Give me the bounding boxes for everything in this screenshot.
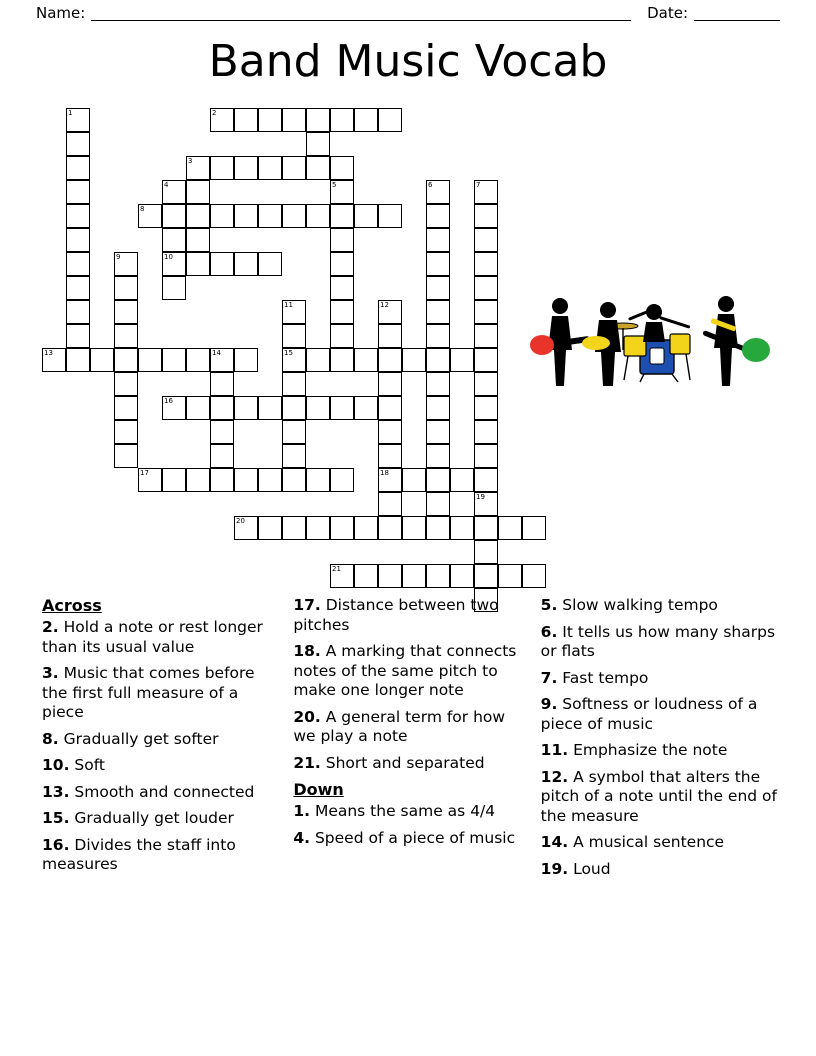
crossword-cell[interactable] <box>282 204 306 228</box>
crossword-cell[interactable] <box>330 228 354 252</box>
crossword-cell[interactable] <box>474 396 498 420</box>
crossword-cell[interactable] <box>162 228 186 252</box>
cell-number: 14 <box>212 349 221 357</box>
cell-number: 20 <box>236 517 245 525</box>
clue-text: Distance between two pitches <box>293 596 499 634</box>
crossword-cell[interactable] <box>378 468 402 492</box>
clue-number: 15. <box>42 809 70 828</box>
crossword-cell[interactable] <box>210 372 234 396</box>
clue-item <box>293 708 520 747</box>
clue-text: A musical sentence <box>573 833 725 852</box>
crossword-cell[interactable] <box>66 204 90 228</box>
crossword-cell[interactable] <box>234 156 258 180</box>
crossword-cell[interactable] <box>426 420 450 444</box>
crossword-cell[interactable] <box>378 420 402 444</box>
clue-item <box>42 836 273 875</box>
crossword-cell[interactable] <box>330 276 354 300</box>
clue-column-2 <box>293 596 520 886</box>
crossword-cell[interactable] <box>474 252 498 276</box>
crossword-cell[interactable] <box>66 252 90 276</box>
cell-number: 19 <box>476 493 485 501</box>
crossword-cell[interactable] <box>282 420 306 444</box>
crossword-grid[interactable] <box>42 108 522 588</box>
crossword-cell[interactable] <box>378 324 402 348</box>
clue-item <box>42 618 273 657</box>
crossword-cell[interactable] <box>426 492 450 516</box>
crossword-cell[interactable] <box>282 396 306 420</box>
crossword-cell[interactable] <box>162 204 186 228</box>
clue-text: Fast tempo <box>562 668 649 687</box>
crossword-cell[interactable] <box>330 348 354 372</box>
clue-item <box>42 664 273 723</box>
crossword-cell[interactable] <box>402 468 426 492</box>
clue-item <box>42 756 273 776</box>
crossword-cell[interactable] <box>354 516 378 540</box>
crossword-cell[interactable] <box>450 468 474 492</box>
clue-text: A marking that connects notes of the same pitch to make one longer note <box>293 642 517 700</box>
page-title: Band Music Vocab <box>208 36 608 87</box>
crossword-cell[interactable] <box>258 252 282 276</box>
cell-number: 13 <box>44 349 53 357</box>
crossword-cell[interactable] <box>210 396 234 420</box>
crossword-cell[interactable] <box>330 468 354 492</box>
crossword-cell[interactable] <box>474 468 498 492</box>
crossword-cell[interactable] <box>378 564 402 588</box>
crossword-cell[interactable] <box>426 444 450 468</box>
crossword-cell[interactable] <box>282 156 306 180</box>
name-write-line[interactable] <box>91 6 631 21</box>
crossword-cell[interactable] <box>354 348 378 372</box>
crossword-cell[interactable] <box>426 468 450 492</box>
crossword-cell[interactable] <box>210 420 234 444</box>
crossword-cell[interactable] <box>402 348 426 372</box>
crossword-cell[interactable] <box>330 180 354 204</box>
clue-text: A symbol that alters the pitch of a note until the end of the measure <box>540 767 778 825</box>
crossword-cell[interactable] <box>306 396 330 420</box>
clue-text: Smooth and connected <box>74 782 255 801</box>
crossword-cell[interactable] <box>378 492 402 516</box>
crossword-cell[interactable] <box>498 564 522 588</box>
crossword-cell[interactable] <box>306 516 330 540</box>
clue-number: 6. <box>540 622 558 641</box>
crossword-cell[interactable] <box>306 156 330 180</box>
crossword-cell[interactable] <box>90 348 114 372</box>
crossword-cell[interactable] <box>522 516 546 540</box>
clue-column-1 <box>42 596 273 886</box>
crossword-cell[interactable] <box>426 300 450 324</box>
crossword-cell[interactable] <box>474 372 498 396</box>
crossword-cell[interactable] <box>162 180 186 204</box>
crossword-cell[interactable] <box>282 300 306 324</box>
crossword-cell[interactable] <box>186 180 210 204</box>
crossword-cell[interactable] <box>474 444 498 468</box>
date-label: Date: <box>647 4 688 22</box>
crossword-cell[interactable] <box>234 348 258 372</box>
crossword-cell[interactable] <box>162 396 186 420</box>
crossword-cell[interactable] <box>114 252 138 276</box>
clue-item <box>293 754 520 774</box>
crossword-cell[interactable] <box>378 516 402 540</box>
crossword-cell[interactable] <box>282 372 306 396</box>
clue-text: Hold a note or rest longer than its usual value <box>42 618 263 656</box>
cell-number: 9 <box>116 253 121 261</box>
clue-number: 10. <box>42 756 70 775</box>
student-info-row <box>0 0 816 26</box>
clue-item <box>541 833 778 853</box>
crossword-cell[interactable] <box>162 468 186 492</box>
crossword-cell[interactable] <box>162 348 186 372</box>
crossword-cell[interactable] <box>234 252 258 276</box>
crossword-cell[interactable] <box>234 204 258 228</box>
crossword-cell[interactable] <box>354 396 378 420</box>
crossword-cell[interactable] <box>66 276 90 300</box>
clue-text: Music that comes before the first full measure of a piece <box>42 664 255 722</box>
crossword-cell[interactable] <box>210 156 234 180</box>
crossword-cell[interactable] <box>234 468 258 492</box>
crossword-cell[interactable] <box>66 324 90 348</box>
cell-number: 17 <box>140 469 149 477</box>
crossword-cell[interactable] <box>306 348 330 372</box>
clue-text: Divides the staff into measures <box>42 835 236 874</box>
clue-item <box>293 642 520 701</box>
across-heading: Across <box>42 596 102 615</box>
crossword-cell[interactable] <box>162 252 186 276</box>
clue-item <box>541 860 778 880</box>
crossword-cell[interactable] <box>66 348 90 372</box>
crossword-cell[interactable] <box>426 396 450 420</box>
cell-number: 6 <box>428 181 433 189</box>
crossword-cell[interactable] <box>354 204 378 228</box>
clue-number: 9. <box>540 695 558 714</box>
crossword-cell[interactable] <box>258 396 282 420</box>
crossword-cell[interactable] <box>330 300 354 324</box>
clue-number: 13. <box>42 782 70 801</box>
crossword-cell[interactable] <box>66 156 90 180</box>
crossword-cell[interactable] <box>426 252 450 276</box>
crossword-cell[interactable] <box>186 348 210 372</box>
crossword-cell[interactable] <box>186 204 210 228</box>
crossword-cell[interactable] <box>114 300 138 324</box>
crossword-cell[interactable] <box>426 204 450 228</box>
crossword-cell[interactable] <box>330 108 354 132</box>
crossword-cell[interactable] <box>162 276 186 300</box>
crossword-cell[interactable] <box>426 276 450 300</box>
crossword-cell[interactable] <box>474 324 498 348</box>
crossword-cell[interactable] <box>402 564 426 588</box>
clue-number: 11. <box>540 741 569 760</box>
clue-text: It tells us how many sharps or flats <box>540 622 776 661</box>
crossword-cell[interactable] <box>282 324 306 348</box>
clue-number: 14. <box>540 833 569 852</box>
crossword-cell[interactable] <box>210 444 234 468</box>
crossword-cell[interactable] <box>282 348 306 372</box>
crossword-cell[interactable] <box>258 468 282 492</box>
crossword-cell[interactable] <box>474 300 498 324</box>
clue-item <box>42 783 273 803</box>
clue-text: Soft <box>74 756 105 775</box>
clue-number: 21. <box>293 753 321 772</box>
crossword-cell[interactable] <box>474 540 498 564</box>
crossword-cell[interactable] <box>450 516 474 540</box>
crossword-cell[interactable] <box>66 132 90 156</box>
clue-item <box>541 669 778 689</box>
crossword-cell[interactable] <box>426 372 450 396</box>
crossword-cell[interactable] <box>426 228 450 252</box>
crossword-cell[interactable] <box>234 108 258 132</box>
crossword-cell[interactable] <box>258 156 282 180</box>
crossword-cell[interactable] <box>378 204 402 228</box>
crossword-cell[interactable] <box>330 204 354 228</box>
crossword-cell[interactable] <box>378 444 402 468</box>
crossword-cell[interactable] <box>474 348 498 372</box>
crossword-cell[interactable] <box>474 420 498 444</box>
crossword-cell[interactable] <box>114 444 138 468</box>
crossword-cell[interactable] <box>426 348 450 372</box>
crossword-cell[interactable] <box>498 516 522 540</box>
crossword-cell[interactable] <box>450 564 474 588</box>
cell-number: 7 <box>476 181 481 189</box>
crossword-cell[interactable] <box>114 324 138 348</box>
cell-number: 16 <box>164 397 173 405</box>
crossword-cell[interactable] <box>210 468 234 492</box>
crossword-cell[interactable] <box>330 156 354 180</box>
clue-text: Softness or loudness of a piece of music <box>540 695 758 733</box>
crossword-cell[interactable] <box>378 108 402 132</box>
crossword-cell[interactable] <box>426 324 450 348</box>
clue-item <box>42 730 273 750</box>
crossword-cell[interactable] <box>66 108 90 132</box>
crossword-cell[interactable] <box>282 516 306 540</box>
crossword-cell[interactable] <box>474 492 498 516</box>
clue-item <box>293 596 520 635</box>
crossword-cell[interactable] <box>186 228 210 252</box>
crossword-cell[interactable] <box>186 396 210 420</box>
crossword-cell[interactable] <box>282 108 306 132</box>
date-write-line[interactable] <box>694 6 780 21</box>
crossword-cell[interactable] <box>138 468 162 492</box>
crossword-cell[interactable] <box>330 396 354 420</box>
clue-item <box>541 768 778 827</box>
cell-number: 3 <box>188 157 193 165</box>
clue-text: Emphasize the note <box>573 741 728 760</box>
crossword-cell[interactable] <box>306 204 330 228</box>
cell-number: 15 <box>284 349 293 357</box>
crossword-cell[interactable] <box>114 276 138 300</box>
crossword-cell[interactable] <box>306 468 330 492</box>
crossword-cell[interactable] <box>114 348 138 372</box>
crossword-cell[interactable] <box>402 516 426 540</box>
crossword-cell[interactable] <box>474 564 498 588</box>
clue-item <box>293 802 520 822</box>
cell-number: 8 <box>140 205 145 213</box>
crossword-cell[interactable] <box>42 348 66 372</box>
crossword-cell[interactable] <box>258 108 282 132</box>
clue-item <box>541 741 778 761</box>
cell-number: 10 <box>164 253 173 261</box>
crossword-cell[interactable] <box>306 108 330 132</box>
clue-number: 4. <box>293 828 311 847</box>
crossword-cell[interactable] <box>186 156 210 180</box>
crossword-cell[interactable] <box>210 108 234 132</box>
crossword-cell[interactable] <box>138 204 162 228</box>
crossword-cell[interactable] <box>354 564 378 588</box>
crossword-cell[interactable] <box>234 396 258 420</box>
crossword-cell[interactable] <box>66 180 90 204</box>
crossword-cell[interactable] <box>330 516 354 540</box>
crossword-cell[interactable] <box>474 204 498 228</box>
crossword-cell[interactable] <box>522 564 546 588</box>
crossword-cell[interactable] <box>474 276 498 300</box>
crossword-cell[interactable] <box>426 180 450 204</box>
clue-column-3 <box>541 596 778 886</box>
cell-number: 21 <box>332 565 341 573</box>
cell-number: 18 <box>380 469 389 477</box>
down-heading: Down <box>293 780 344 800</box>
crossword-cell[interactable] <box>186 468 210 492</box>
crossword-cell[interactable] <box>138 348 162 372</box>
crossword-cell[interactable] <box>234 516 258 540</box>
clue-text: Slow walking tempo <box>562 596 718 614</box>
crossword-cell[interactable] <box>378 300 402 324</box>
cell-number: 5 <box>332 181 337 189</box>
crossword-cell[interactable] <box>378 396 402 420</box>
cell-number: 12 <box>380 301 389 309</box>
crossword-cell[interactable] <box>282 444 306 468</box>
clue-number: 7. <box>540 668 558 687</box>
clue-number: 1. <box>293 802 311 821</box>
crossword-cell[interactable] <box>378 348 402 372</box>
crossword-cell[interactable] <box>210 252 234 276</box>
crossword-cell[interactable] <box>450 348 474 372</box>
cell-number: 1 <box>68 109 73 117</box>
crossword-cell[interactable] <box>474 516 498 540</box>
crossword-cell[interactable] <box>210 204 234 228</box>
clues-container <box>42 596 778 886</box>
crossword-cell[interactable] <box>114 372 138 396</box>
clue-number: 19. <box>540 859 569 878</box>
crossword-cell[interactable] <box>474 180 498 204</box>
crossword-cell[interactable] <box>354 108 378 132</box>
crossword-cell[interactable] <box>258 204 282 228</box>
crossword-cell[interactable] <box>210 348 234 372</box>
clue-text: Speed of a piece of music <box>314 828 516 847</box>
clue-number: 18. <box>293 642 321 661</box>
clue-text: Means the same as 4/4 <box>314 802 496 821</box>
clue-item <box>293 829 520 849</box>
crossword-cell[interactable] <box>426 564 450 588</box>
clue-item <box>541 695 778 734</box>
clue-number: 8. <box>42 729 59 748</box>
crossword-cell[interactable] <box>306 132 330 156</box>
cell-number: 4 <box>164 181 169 189</box>
crossword-cell[interactable] <box>378 372 402 396</box>
crossword-cell[interactable] <box>330 252 354 276</box>
clue-item <box>541 623 778 662</box>
cell-number: 11 <box>284 301 293 309</box>
clue-number: 16. <box>42 835 70 854</box>
clue-number: 12. <box>540 767 569 786</box>
clue-number: 17. <box>293 596 321 614</box>
clue-text: Loud <box>573 859 611 878</box>
name-label: Name: <box>36 4 86 22</box>
clue-text: Gradually get softer <box>63 729 219 748</box>
clue-text: Short and separated <box>325 753 485 772</box>
clue-text: A general term for how we play a note <box>293 707 506 746</box>
crossword-cell[interactable] <box>426 516 450 540</box>
crossword-cell[interactable] <box>114 396 138 420</box>
crossword-cell[interactable] <box>330 564 354 588</box>
clue-item <box>42 809 273 829</box>
clue-number: 20. <box>293 707 321 726</box>
band-clipart <box>528 288 776 398</box>
clue-number: 2. <box>42 618 59 637</box>
crossword-cell[interactable] <box>114 420 138 444</box>
clue-number: 3. <box>42 664 59 683</box>
crossword-cell[interactable] <box>258 516 282 540</box>
crossword-cell[interactable] <box>186 252 210 276</box>
crossword-cell[interactable] <box>66 228 90 252</box>
crossword-cell[interactable] <box>474 228 498 252</box>
crossword-cell[interactable] <box>330 324 354 348</box>
cell-number: 2 <box>212 109 217 117</box>
clue-item <box>541 596 778 616</box>
clue-text: Gradually get louder <box>74 809 234 828</box>
clue-number: 5. <box>540 596 558 614</box>
crossword-cell[interactable] <box>282 468 306 492</box>
crossword-cell[interactable] <box>66 300 90 324</box>
